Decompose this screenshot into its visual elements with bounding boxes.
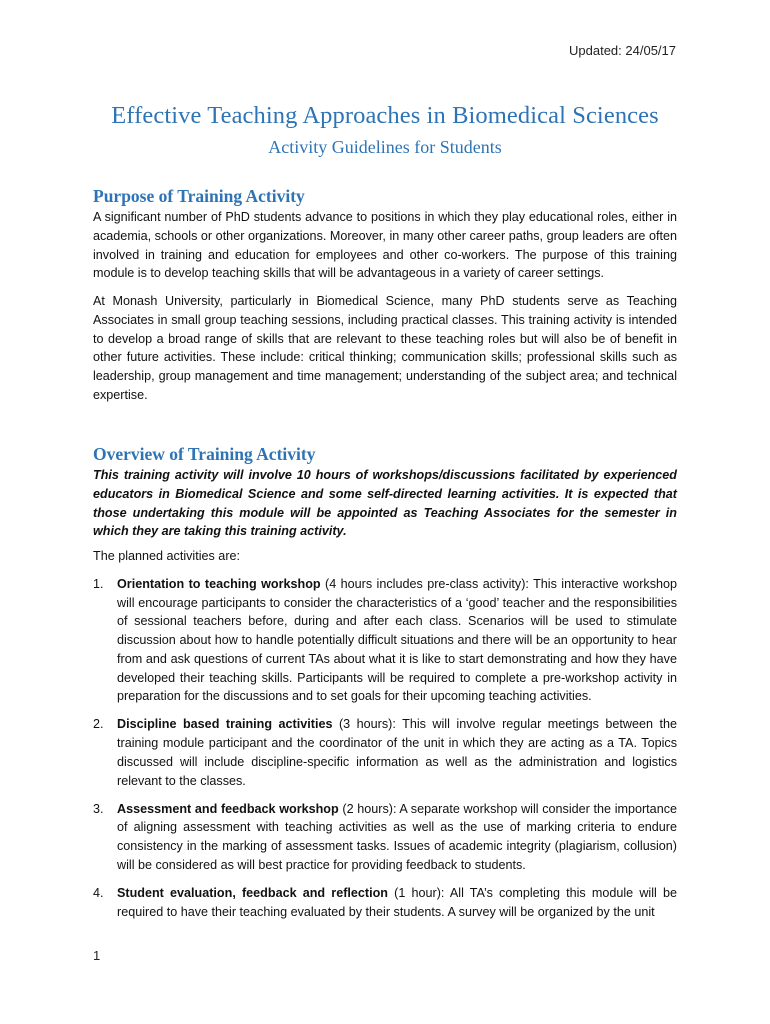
list-number: 3. — [93, 801, 104, 816]
purpose-paragraph-2: At Monash University, particularly in Biomedical Science, many PhD students serve as Teaching Associates in small group teaching sessions, including practical classes. This training activity is intended to develop a broad range of skills that are relevant to these teaching roles but will also be of benefit in other future activities. These include: critical thinking; communication skills; professional skills such as leadership, group management and time management; understanding of the subject area; and technical expertise. — [93, 294, 677, 402]
document-title: Effective Teaching Approaches in Biomedical Sciences — [111, 102, 659, 129]
overview-intro: This training activity will involve 10 hours of workshops/discussions facilitated by experienced educators in Biomedical Science and some self-directed learning activities. It is expected that those undertaking this module will be appointed as Teaching Associates for the semester in which they are taking this training activity. — [93, 468, 677, 539]
activity-title: Assessment and feedback workshop — [117, 801, 339, 816]
activity-title: Student evaluation, feedback and reflection — [117, 886, 388, 901]
list-item — [93, 715, 677, 790]
activity-title: Orientation to teaching workshop — [117, 577, 321, 591]
activity-title: Discipline based training activities — [117, 717, 333, 732]
page-number: 1 — [93, 948, 101, 963]
list-number: 4. — [93, 886, 104, 901]
updated-date: Updated: 24/05/17 — [569, 43, 676, 58]
overview-heading: Overview of Training Activity — [93, 444, 316, 464]
activity-description: (1 hour): All TA’s completing this module will be required to have their teaching evaluated by their students. A survey will be organized by the unit — [117, 886, 677, 919]
purpose-heading: Purpose of Training Activity — [93, 186, 305, 206]
list-number: 2. — [93, 717, 104, 732]
purpose-paragraph-1: A significant number of PhD students advance to positions in which they play educational roles, either in academia, schools or other organizations. Moreover, in many other career paths, group leaders are often involved in training and education for employees and other co-workers. The purpose of this training module is to develop teaching skills that will be advantageous in a variety of career settings. — [93, 210, 677, 281]
list-item — [93, 575, 677, 706]
activity-description: (2 hours): A separate workshop will consider the importance of aligning assessment with teaching activities as well as the use of marking criteria to endure consistency in the marking of assessment tasks. Issues of academic integrity (plagiarism, collusion) will be considered as will best practice for providing feedback to students. — [117, 801, 677, 872]
list-item — [93, 884, 677, 921]
activity-description: (4 hours includes pre-class activity): This interactive workshop will encourage participants to consider the characteristics of a ‘good’ teacher and the responsibilities of sessional teachers before, during and after each class. Scenarios will be used to stimulate discussion about how to handle potentially difficult situations and there will be an opportunity to hear from and ask questions of current TAs about what it is like to start demonstrating and how they have developed their teaching skills. Participants will be required to complete a pre-workshop activity in preparation for the discussions and to set goals for their upcoming teaching activities. — [117, 577, 678, 704]
list-item — [93, 800, 677, 875]
activity-description: (3 hours): This will involve regular meetings between the training module participant and the coordinator of the unit in which they are acting as a TA. Topics discussed will include discipline-specific information as well as the administration and logistics relevant to the classes. — [117, 717, 678, 788]
list-number: 1. — [93, 577, 104, 591]
document-subtitle: Activity Guidelines for Students — [268, 137, 502, 157]
planned-activities-label: The planned activities are: — [93, 549, 241, 563]
activities-list — [93, 575, 677, 931]
